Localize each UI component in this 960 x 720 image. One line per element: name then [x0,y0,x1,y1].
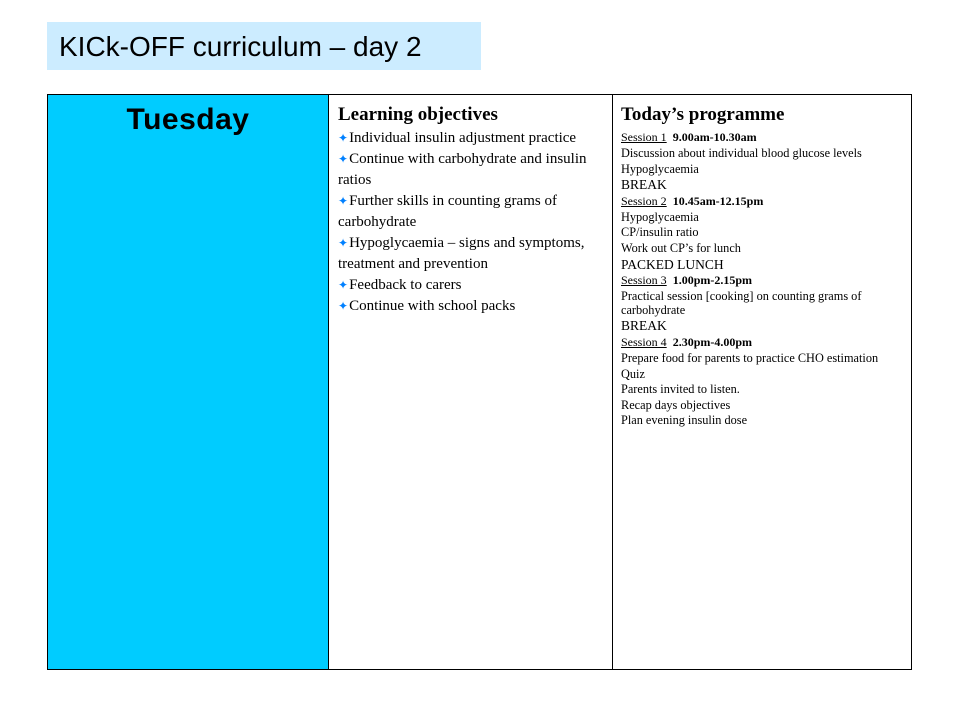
session-label: Session 3 [621,273,667,288]
programme-item: Prepare food for parents to practice CHO estimation [621,350,879,365]
four-point-star-icon: ✦ [338,152,349,166]
programme-column [613,95,911,669]
objectives-column [329,95,613,669]
programme-item: Discussion about individual blood glucose levels [621,146,862,160]
objective-item [338,128,604,149]
session-time: 9.00am-10.30am [672,130,757,144]
session-time: 2.30pm-4.00pm [672,334,753,349]
programme-item: Work out CP’s for lunch [621,240,741,255]
four-point-star-icon: ✦ [338,299,349,313]
session-time: 1.00pm-2.15pm [672,273,753,288]
programme-item: Parents invited to listen. [621,382,740,397]
day-column [48,95,329,669]
objective-item [338,275,604,296]
session-header [621,129,905,146]
objective-text: Further skills in counting grams of carbohydrate [338,193,557,230]
objective-text: Continue with school packs [349,298,516,314]
session-label: Session 2 [621,193,667,208]
programme-list [621,129,905,429]
session-time: 10.45am-12.15pm [672,193,764,208]
session-header [621,193,905,210]
objective-item [338,296,604,317]
break-item: BREAK [621,177,667,193]
objective-text: Hypoglycaemia – signs and symptoms, treatment and prevention [338,235,585,272]
break-item: BREAK [621,318,667,334]
objective-item [338,149,604,191]
break-item: PACKED LUNCH [621,256,724,272]
objective-text: Feedback to carers [349,277,462,293]
objective-text: Individual insulin adjustment practice [349,130,577,146]
programme-item: Recap days objectives [621,397,731,412]
day-label: Tuesday [126,103,250,136]
objectives-heading: Learning objectives [338,104,498,125]
four-point-star-icon: ✦ [338,278,349,292]
session-label: Session 1 [621,130,667,144]
session-label: Session 4 [621,334,667,349]
programme-item: CP/insulin ratio [621,225,699,240]
four-point-star-icon: ✦ [338,236,349,250]
programme-item: Hypoglycaemia [621,161,699,176]
slide-title-text: KICk-OFF curriculum – day 2 [59,31,422,62]
four-point-star-icon: ✦ [338,131,349,145]
four-point-star-icon: ✦ [338,194,349,208]
objectives-list [338,128,604,317]
programme-item: Plan evening insulin dose [621,413,748,428]
programme-item: Quiz [621,366,645,381]
session-header [621,272,905,289]
objective-text: Continue with carbohydrate and insulin ratios [338,151,587,188]
session-header [621,334,905,351]
slide-title [47,22,481,70]
objective-item [338,191,604,233]
programme-item: Practical session [cooking] on counting grams of carbohydrate [621,289,862,317]
programme-heading: Today’s programme [621,104,785,125]
curriculum-table [47,94,912,670]
programme-item: Hypoglycaemia [621,209,699,224]
objective-item [338,233,604,275]
